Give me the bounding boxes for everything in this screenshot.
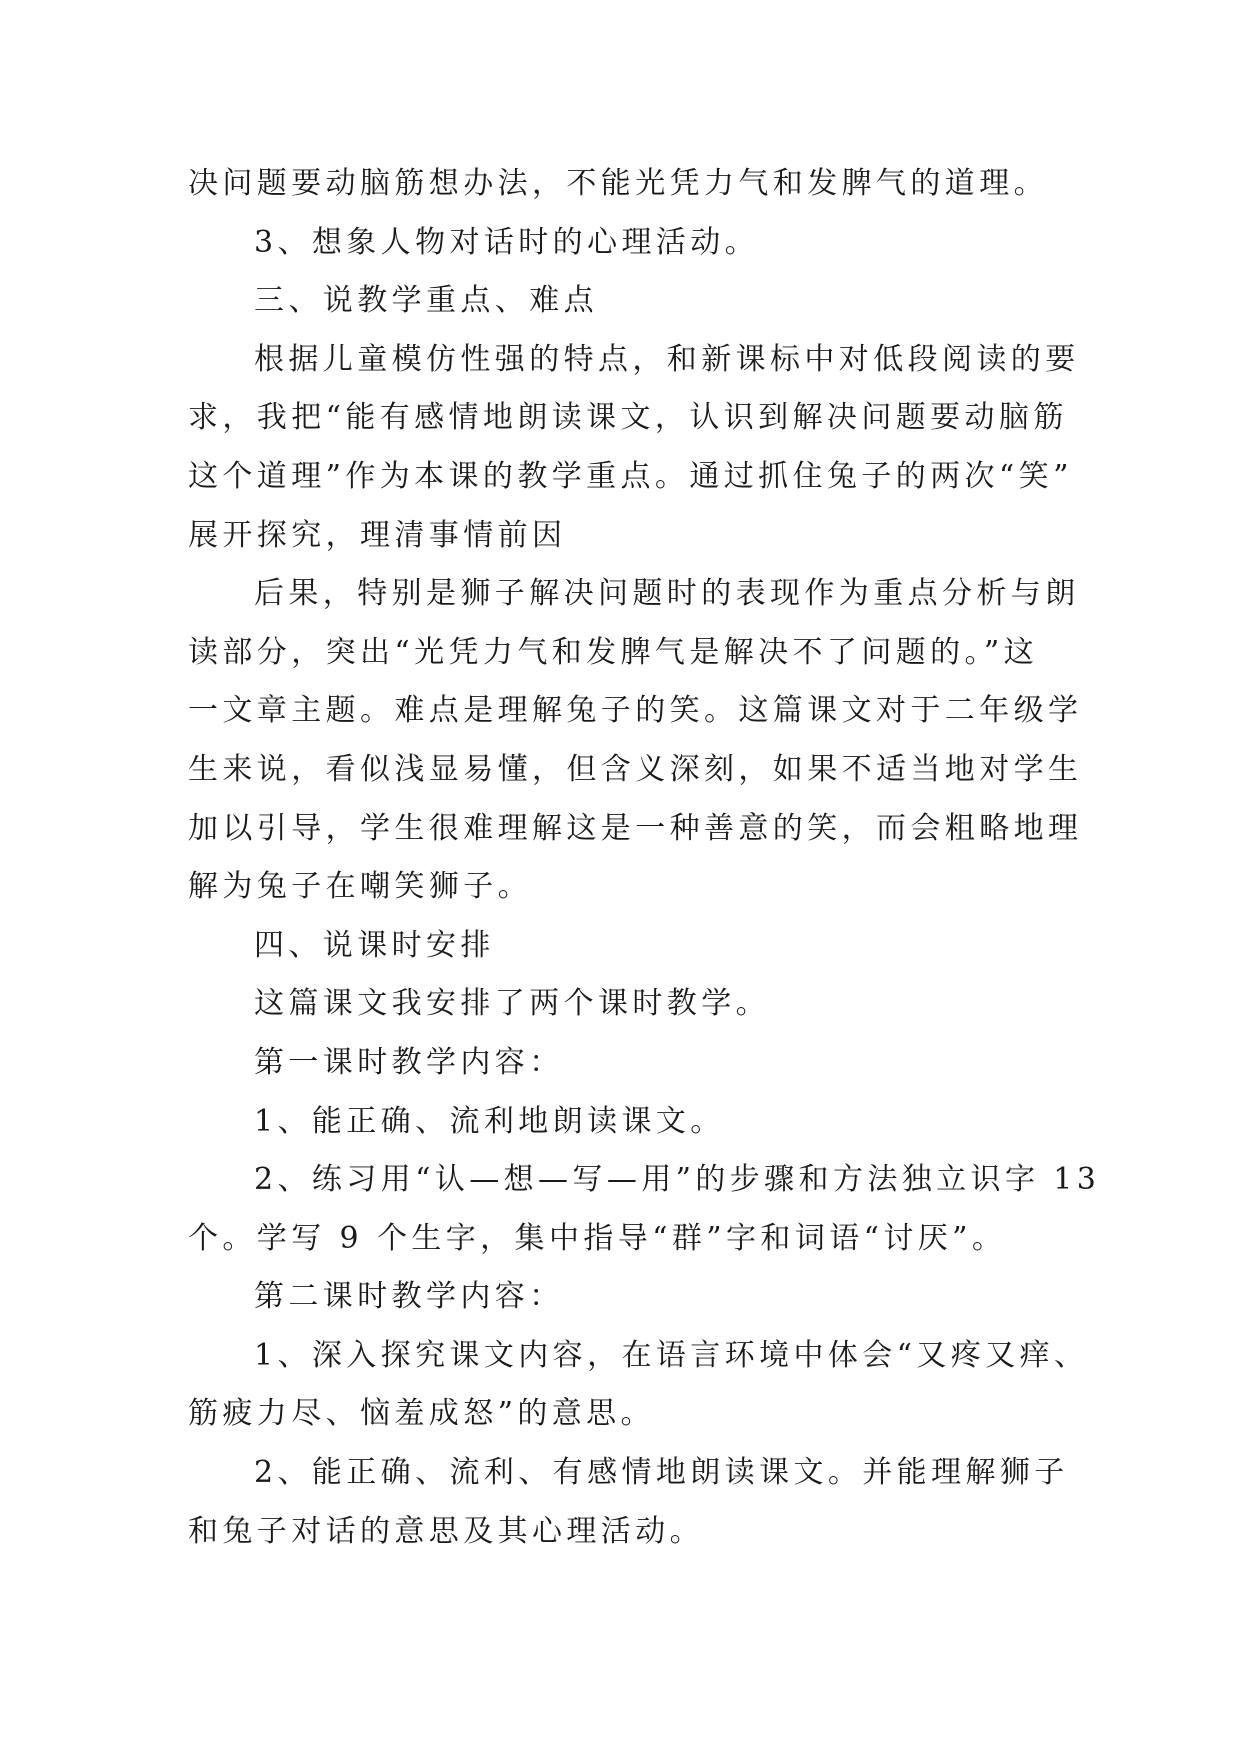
text-line: 读部分，突出“光凭力气和发脾气是解决不了问题的。”这	[188, 634, 1039, 670]
text-line: 第一课时教学内容：	[254, 1044, 564, 1080]
text-line: 生来说，看似浅显易懂，但含义深刻，如果不适当地对学生	[188, 751, 1083, 787]
text-line: 第二课时教学内容：	[254, 1279, 564, 1315]
text-line: 这篇课文我安排了两个课时教学。	[254, 986, 770, 1022]
text-line: 解为兔子在嘲笑狮子。	[188, 869, 532, 905]
text-line: 一文章主题。难点是理解兔子的笑。这篇课文对于二年级学	[188, 693, 1083, 729]
text-line: 1、深入探究课文内容，在语言环境中体会“又疼又痒、	[254, 1337, 1089, 1373]
text-line: 筋疲力尽、恼羞成怒”的意思。	[188, 1396, 655, 1432]
text-line: 求，我把“能有感情地朗读课文，认识到解决问题要动脑筋	[188, 400, 1068, 436]
text-line: 3、想象人物对话时的心理活动。	[254, 224, 760, 260]
text-line: 和兔子对话的意思及其心理活动。	[188, 1513, 704, 1549]
text-line: 1、能正确、流利地朗读课文。	[254, 1103, 725, 1139]
document-body	[188, 155, 1101, 1561]
text-line: 后果，特别是狮子解决问题时的表现作为重点分析与朗	[254, 576, 1080, 612]
section-heading: 三、说教学重点、难点	[254, 283, 598, 319]
text-line: 2、能正确、流利、有感情地朗读课文。并能理解狮子	[254, 1455, 1069, 1491]
text-line: 决问题要动脑筋想办法，不能光凭力气和发脾气的道理。	[188, 166, 1048, 201]
text-line: 个。学写 9 个生字，集中指导“群”字和词语“讨厌”。	[188, 1220, 1007, 1256]
text-line: 加以引导，学生很难理解这是一种善意的笑，而会粗略地理	[188, 810, 1083, 846]
text-line: 根据儿童模仿性强的特点，和新课标中对低段阅读的要	[254, 341, 1080, 377]
text-line: 2、练习用“认—想—写—用”的步骤和方法独立识字 13	[254, 1162, 1101, 1198]
text-line: 这个道理”作为本课的教学重点。通过抓住兔子的两次“笑”	[188, 458, 1073, 494]
section-heading: 四、说课时安排	[254, 927, 495, 963]
text-line: 展开探究，理清事情前因	[188, 517, 567, 553]
